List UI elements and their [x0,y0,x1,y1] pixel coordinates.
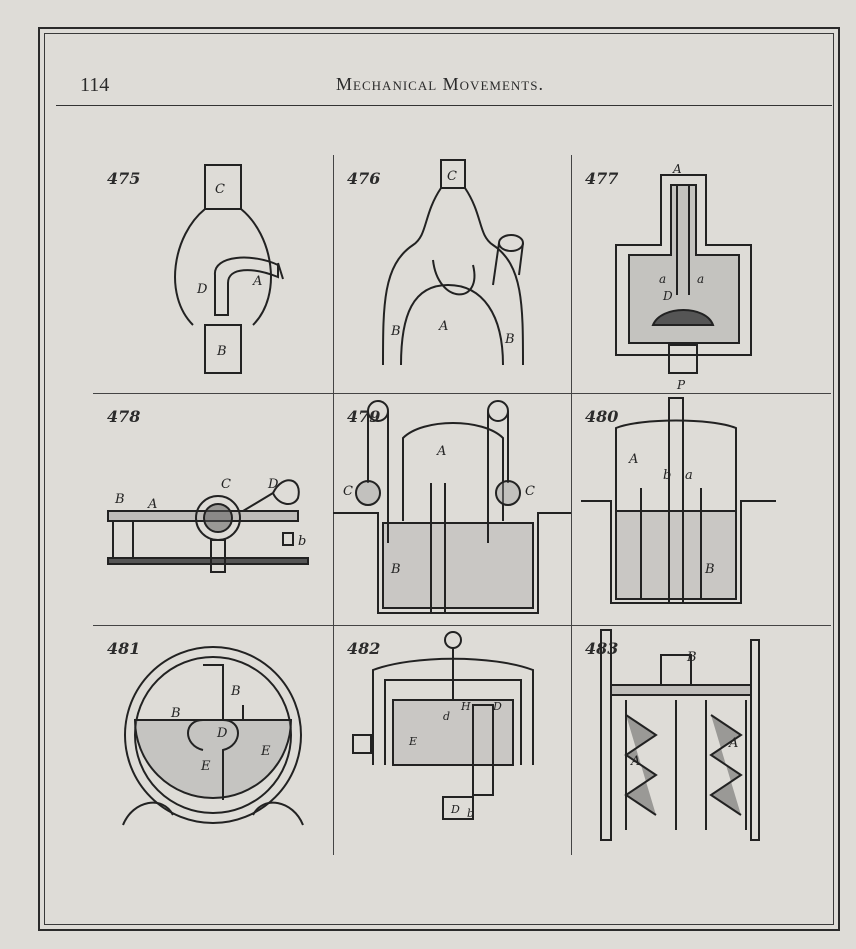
figure-number: 478 [107,407,141,426]
fig-label: d [443,710,451,723]
figure-483 [571,625,831,855]
figure-number: 477 [585,169,619,188]
fig-label: H [461,700,471,713]
fig-label: C [215,182,225,197]
fig-label: A [631,754,641,769]
figure-480 [571,393,831,625]
figure-482-drawing [333,625,571,855]
figure-482 [333,625,571,855]
fig-label: B [391,562,401,577]
fig-label: E [261,744,271,759]
figure-481-drawing [93,625,333,855]
fig-label: B [391,324,401,339]
fig-label: P [677,378,686,392]
fig-label: D [217,726,228,741]
figure-475-drawing [93,155,333,393]
fig-label: E [201,759,211,774]
figure-grid [93,155,831,855]
fig-label: A [253,274,263,289]
fig-label: B [505,332,515,347]
figure-476 [333,155,571,393]
fig-label: A [439,319,449,334]
fig-label: a [685,468,693,483]
fig-label: b [663,468,672,483]
fig-label: B [115,492,125,507]
fig-label: E [409,735,418,748]
figure-480-drawing [571,393,831,625]
fig-label: D [268,477,279,492]
fig-label: b [467,807,475,820]
figure-476-drawing [333,155,571,393]
page-number: 114 [80,74,110,96]
page-title: Mechanical Movements. [336,74,544,94]
fig-label: A [729,736,739,751]
figure-number: 479 [347,407,381,426]
fig-label: B [171,706,181,721]
fig-label: C [343,484,353,499]
fig-label: D [197,282,208,297]
fig-label: C [221,477,231,492]
figure-475 [93,155,333,393]
figure-number: 480 [585,407,619,426]
fig-label: b [298,534,307,549]
fig-label: A [437,444,447,459]
fig-label: a [659,272,667,286]
fig-label: D [663,289,673,303]
figure-number: 475 [107,169,141,188]
figure-number: 481 [107,639,141,658]
fig-label: B [705,562,715,577]
figure-481 [93,625,333,855]
fig-label: A [629,452,639,467]
figure-477 [571,155,831,393]
fig-label: A [148,497,158,512]
figure-number: 482 [347,639,381,658]
figure-number: 483 [585,639,619,658]
fig-label: B [217,344,227,359]
figure-479 [333,393,571,625]
fig-label: D [493,700,502,713]
figure-479-drawing [333,393,571,625]
fig-label: C [447,169,457,184]
fig-label: B [687,650,697,665]
header-rule [56,105,832,106]
fig-label: D [451,803,460,816]
page-header [60,70,820,104]
fig-label: A [673,162,682,176]
figure-478 [93,393,333,625]
fig-label: a [697,272,705,286]
figure-477-drawing [571,155,831,393]
figure-number: 476 [347,169,381,188]
figure-478-drawing [93,393,333,625]
fig-label: B [231,684,241,699]
fig-label: C [525,484,535,499]
figure-483-drawing [571,625,831,855]
